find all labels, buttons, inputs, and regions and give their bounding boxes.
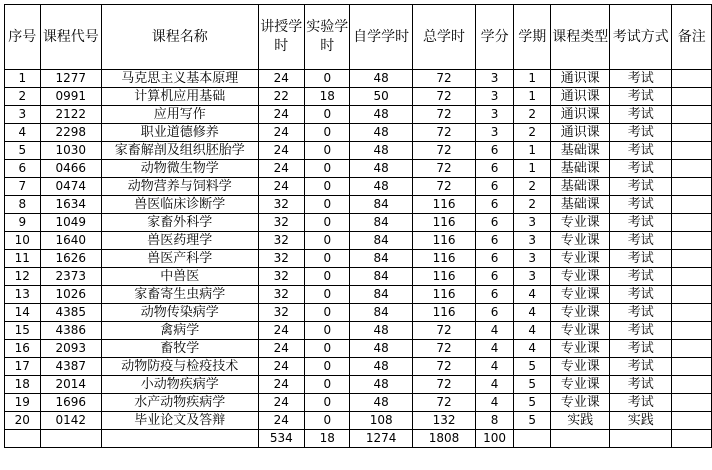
cell-name: 毕业论文及答辩: [102, 412, 258, 430]
cell-exam: 考试: [610, 340, 672, 358]
cell-total: 72: [412, 322, 475, 340]
header-row: [5, 5, 712, 70]
cell-self: 48: [350, 142, 412, 160]
cell-total: 72: [412, 70, 475, 88]
cell-type: 专业课: [551, 304, 610, 322]
cell-lab: 18: [305, 88, 350, 106]
table-row: [5, 142, 712, 160]
cell-lab: 0: [305, 178, 350, 196]
cell-name: 禽病学: [102, 322, 258, 340]
cell-exam: 考试: [610, 88, 672, 106]
cell-credit: 6: [476, 268, 514, 286]
cell-total: 132: [412, 412, 475, 430]
total-cell-name: [102, 430, 258, 448]
cell-code: 4386: [40, 322, 101, 340]
cell-lab: 0: [305, 286, 350, 304]
total-cell-code: [40, 430, 101, 448]
cell-note: [672, 286, 712, 304]
cell-credit: 3: [476, 88, 514, 106]
total-cell-lab: 18: [305, 430, 350, 448]
cell-self: 84: [350, 232, 412, 250]
cell-code: 1026: [40, 286, 101, 304]
total-cell-total: 1808: [412, 430, 475, 448]
cell-exam: 考试: [610, 358, 672, 376]
cell-self: 48: [350, 322, 412, 340]
cell-lab: 0: [305, 268, 350, 286]
cell-code: 1277: [40, 70, 101, 88]
cell-lab: 0: [305, 214, 350, 232]
cell-lab: 0: [305, 394, 350, 412]
cell-exam: 考试: [610, 322, 672, 340]
cell-lecture: 32: [258, 196, 305, 214]
cell-name: 小动物疾病学: [102, 376, 258, 394]
cell-no: 4: [5, 124, 41, 142]
column-header-term: 学期: [513, 5, 551, 70]
cell-no: 12: [5, 268, 41, 286]
cell-credit: 4: [476, 322, 514, 340]
cell-total: 116: [412, 214, 475, 232]
cell-exam: 考试: [610, 304, 672, 322]
cell-name: 水产动物疾病学: [102, 394, 258, 412]
cell-type: 专业课: [551, 322, 610, 340]
cell-name: 兽医临床诊断学: [102, 196, 258, 214]
cell-credit: 4: [476, 340, 514, 358]
cell-lecture: 32: [258, 232, 305, 250]
cell-no: 18: [5, 376, 41, 394]
cell-code: 1696: [40, 394, 101, 412]
cell-type: 实践: [551, 412, 610, 430]
cell-no: 17: [5, 358, 41, 376]
cell-type: 专业课: [551, 376, 610, 394]
cell-lecture: 24: [258, 376, 305, 394]
cell-total: 72: [412, 376, 475, 394]
cell-term: 5: [513, 376, 551, 394]
cell-note: [672, 358, 712, 376]
total-cell-credit: 100: [476, 430, 514, 448]
cell-self: 84: [350, 250, 412, 268]
cell-type: 通识课: [551, 106, 610, 124]
cell-code: 4385: [40, 304, 101, 322]
cell-name: 畜牧学: [102, 340, 258, 358]
cell-term: 5: [513, 358, 551, 376]
cell-exam: 考试: [610, 178, 672, 196]
table-row: [5, 106, 712, 124]
cell-self: 48: [350, 106, 412, 124]
total-cell-exam: [610, 430, 672, 448]
cell-lecture: 24: [258, 70, 305, 88]
cell-note: [672, 70, 712, 88]
cell-note: [672, 196, 712, 214]
cell-term: 1: [513, 88, 551, 106]
cell-term: 2: [513, 196, 551, 214]
cell-note: [672, 322, 712, 340]
cell-self: 50: [350, 88, 412, 106]
cell-name: 动物传染病学: [102, 304, 258, 322]
cell-exam: 考试: [610, 232, 672, 250]
cell-total: 72: [412, 124, 475, 142]
cell-credit: 3: [476, 106, 514, 124]
column-header-type: 课程类型: [551, 5, 610, 70]
cell-code: 1049: [40, 214, 101, 232]
cell-note: [672, 178, 712, 196]
cell-name: 马克思主义基本原理: [102, 70, 258, 88]
cell-note: [672, 412, 712, 430]
cell-no: 10: [5, 232, 41, 250]
cell-name: 应用写作: [102, 106, 258, 124]
cell-no: 2: [5, 88, 41, 106]
cell-no: 6: [5, 160, 41, 178]
cell-lab: 0: [305, 70, 350, 88]
column-header-lab: 实验学时: [305, 5, 350, 70]
cell-exam: 考试: [610, 106, 672, 124]
cell-no: 1: [5, 70, 41, 88]
cell-lab: 0: [305, 232, 350, 250]
course-table: [4, 4, 712, 448]
table-row: [5, 178, 712, 196]
table-row: [5, 304, 712, 322]
cell-lab: 0: [305, 358, 350, 376]
cell-total: 72: [412, 160, 475, 178]
cell-lecture: 24: [258, 394, 305, 412]
cell-type: 基础课: [551, 160, 610, 178]
cell-no: 3: [5, 106, 41, 124]
cell-lecture: 24: [258, 142, 305, 160]
cell-lab: 0: [305, 124, 350, 142]
cell-lab: 0: [305, 106, 350, 124]
cell-type: 专业课: [551, 214, 610, 232]
cell-term: 5: [513, 412, 551, 430]
cell-lab: 0: [305, 250, 350, 268]
cell-name: 家畜解剖及组织胚胎学: [102, 142, 258, 160]
cell-total: 116: [412, 250, 475, 268]
cell-note: [672, 250, 712, 268]
cell-name: 兽医产科学: [102, 250, 258, 268]
cell-no: 15: [5, 322, 41, 340]
cell-name: 家畜外科学: [102, 214, 258, 232]
cell-term: 3: [513, 232, 551, 250]
cell-credit: 4: [476, 376, 514, 394]
cell-self: 48: [350, 376, 412, 394]
cell-name: 兽医药理学: [102, 232, 258, 250]
total-cell-term: [513, 430, 551, 448]
cell-lecture: 24: [258, 160, 305, 178]
cell-credit: 4: [476, 394, 514, 412]
cell-no: 20: [5, 412, 41, 430]
cell-term: 1: [513, 160, 551, 178]
cell-name: 职业道德修养: [102, 124, 258, 142]
table-row: [5, 214, 712, 232]
cell-credit: 3: [476, 70, 514, 88]
cell-type: 基础课: [551, 142, 610, 160]
table-row: [5, 124, 712, 142]
cell-term: 4: [513, 322, 551, 340]
cell-credit: 6: [476, 160, 514, 178]
cell-credit: 6: [476, 142, 514, 160]
cell-credit: 6: [476, 196, 514, 214]
table-row: [5, 358, 712, 376]
cell-no: 19: [5, 394, 41, 412]
cell-exam: 考试: [610, 394, 672, 412]
cell-note: [672, 340, 712, 358]
cell-self: 84: [350, 268, 412, 286]
cell-lab: 0: [305, 412, 350, 430]
cell-lecture: 24: [258, 322, 305, 340]
cell-code: 0466: [40, 160, 101, 178]
table-row: [5, 196, 712, 214]
table-header: [5, 5, 712, 70]
cell-exam: 考试: [610, 286, 672, 304]
cell-no: 11: [5, 250, 41, 268]
column-header-name: 课程名称: [102, 5, 258, 70]
total-cell-type: [551, 430, 610, 448]
column-header-credit: 学分: [476, 5, 514, 70]
cell-total: 116: [412, 268, 475, 286]
cell-lecture: 24: [258, 340, 305, 358]
cell-credit: 6: [476, 232, 514, 250]
cell-type: 基础课: [551, 196, 610, 214]
cell-exam: 考试: [610, 376, 672, 394]
cell-total: 116: [412, 232, 475, 250]
cell-exam: 考试: [610, 124, 672, 142]
cell-total: 72: [412, 340, 475, 358]
cell-type: 基础课: [551, 178, 610, 196]
cell-credit: 6: [476, 250, 514, 268]
table-row: [5, 70, 712, 88]
column-header-self: 自学学时: [350, 5, 412, 70]
cell-type: 通识课: [551, 88, 610, 106]
cell-code: 1640: [40, 232, 101, 250]
cell-self: 84: [350, 304, 412, 322]
cell-type: 通识课: [551, 124, 610, 142]
cell-term: 4: [513, 286, 551, 304]
cell-total: 116: [412, 196, 475, 214]
cell-lab: 0: [305, 142, 350, 160]
column-header-exam: 考试方式: [610, 5, 672, 70]
cell-self: 84: [350, 286, 412, 304]
cell-no: 8: [5, 196, 41, 214]
cell-total: 72: [412, 106, 475, 124]
table-body: [5, 70, 712, 448]
cell-exam: 考试: [610, 268, 672, 286]
cell-code: 2093: [40, 340, 101, 358]
total-cell-note: [672, 430, 712, 448]
cell-lecture: 24: [258, 124, 305, 142]
cell-lecture: 24: [258, 358, 305, 376]
cell-code: 1030: [40, 142, 101, 160]
cell-term: 1: [513, 142, 551, 160]
cell-type: 专业课: [551, 340, 610, 358]
cell-self: 48: [350, 124, 412, 142]
cell-name: 家畜寄生虫病学: [102, 286, 258, 304]
cell-term: 1: [513, 70, 551, 88]
cell-code: 0991: [40, 88, 101, 106]
cell-name: 动物微生物学: [102, 160, 258, 178]
cell-type: 专业课: [551, 286, 610, 304]
cell-exam: 考试: [610, 250, 672, 268]
cell-total: 72: [412, 178, 475, 196]
cell-exam: 考试: [610, 70, 672, 88]
cell-code: 0474: [40, 178, 101, 196]
table-row: [5, 160, 712, 178]
cell-lab: 0: [305, 160, 350, 178]
cell-type: 专业课: [551, 358, 610, 376]
cell-self: 48: [350, 70, 412, 88]
cell-self: 48: [350, 358, 412, 376]
cell-name: 中兽医: [102, 268, 258, 286]
cell-credit: 4: [476, 358, 514, 376]
cell-term: 4: [513, 304, 551, 322]
cell-self: 48: [350, 160, 412, 178]
cell-credit: 6: [476, 304, 514, 322]
cell-credit: 3: [476, 124, 514, 142]
cell-term: 2: [513, 124, 551, 142]
cell-lecture: 24: [258, 106, 305, 124]
cell-self: 48: [350, 394, 412, 412]
cell-lecture: 32: [258, 304, 305, 322]
cell-total: 72: [412, 88, 475, 106]
cell-lecture: 32: [258, 214, 305, 232]
cell-no: 7: [5, 178, 41, 196]
cell-code: 2014: [40, 376, 101, 394]
cell-type: 专业课: [551, 232, 610, 250]
column-header-note: 备注: [672, 5, 712, 70]
cell-no: 14: [5, 304, 41, 322]
cell-lab: 0: [305, 340, 350, 358]
cell-type: 专业课: [551, 394, 610, 412]
cell-total: 72: [412, 142, 475, 160]
cell-no: 5: [5, 142, 41, 160]
cell-code: 2122: [40, 106, 101, 124]
cell-term: 3: [513, 268, 551, 286]
cell-credit: 6: [476, 214, 514, 232]
cell-lecture: 32: [258, 250, 305, 268]
total-cell-lecture: 534: [258, 430, 305, 448]
cell-term: 2: [513, 106, 551, 124]
table-row: [5, 250, 712, 268]
cell-code: 2373: [40, 268, 101, 286]
table-row: [5, 232, 712, 250]
cell-name: 计算机应用基础: [102, 88, 258, 106]
cell-note: [672, 232, 712, 250]
cell-lab: 0: [305, 376, 350, 394]
column-header-total: 总学时: [412, 5, 475, 70]
cell-total: 116: [412, 286, 475, 304]
cell-type: 专业课: [551, 250, 610, 268]
cell-term: 4: [513, 340, 551, 358]
cell-lab: 0: [305, 196, 350, 214]
cell-exam: 实践: [610, 412, 672, 430]
cell-total: 72: [412, 394, 475, 412]
cell-term: 2: [513, 178, 551, 196]
cell-lecture: 32: [258, 286, 305, 304]
column-header-lecture: 讲授学时: [258, 5, 305, 70]
totals-row: [5, 430, 712, 448]
cell-code: 4387: [40, 358, 101, 376]
cell-note: [672, 268, 712, 286]
cell-note: [672, 88, 712, 106]
cell-lab: 0: [305, 322, 350, 340]
cell-exam: 考试: [610, 142, 672, 160]
cell-total: 72: [412, 358, 475, 376]
table-row: [5, 340, 712, 358]
cell-no: 16: [5, 340, 41, 358]
cell-total: 116: [412, 304, 475, 322]
table-row: [5, 376, 712, 394]
cell-name: 动物防疫与检疫技术: [102, 358, 258, 376]
cell-note: [672, 124, 712, 142]
table-row: [5, 322, 712, 340]
table-row: [5, 412, 712, 430]
cell-note: [672, 376, 712, 394]
cell-note: [672, 142, 712, 160]
cell-lecture: 32: [258, 268, 305, 286]
cell-credit: 6: [476, 286, 514, 304]
cell-term: 3: [513, 214, 551, 232]
cell-lecture: 24: [258, 178, 305, 196]
cell-note: [672, 214, 712, 232]
table-row: [5, 268, 712, 286]
cell-note: [672, 106, 712, 124]
cell-self: 108: [350, 412, 412, 430]
cell-self: 48: [350, 178, 412, 196]
cell-lecture: 24: [258, 412, 305, 430]
column-header-code: 课程代号: [40, 5, 101, 70]
cell-self: 84: [350, 214, 412, 232]
cell-self: 48: [350, 340, 412, 358]
cell-self: 84: [350, 196, 412, 214]
cell-exam: 考试: [610, 196, 672, 214]
cell-exam: 考试: [610, 214, 672, 232]
cell-note: [672, 304, 712, 322]
cell-credit: 8: [476, 412, 514, 430]
total-cell-no: [5, 430, 41, 448]
cell-type: 专业课: [551, 268, 610, 286]
cell-lecture: 22: [258, 88, 305, 106]
cell-term: 5: [513, 394, 551, 412]
column-header-no: 序号: [5, 5, 41, 70]
cell-name: 动物营养与饲料学: [102, 178, 258, 196]
cell-note: [672, 394, 712, 412]
table-row: [5, 394, 712, 412]
cell-no: 9: [5, 214, 41, 232]
cell-code: 2298: [40, 124, 101, 142]
cell-code: 1634: [40, 196, 101, 214]
cell-no: 13: [5, 286, 41, 304]
cell-code: 1626: [40, 250, 101, 268]
table-row: [5, 88, 712, 106]
total-cell-self: 1274: [350, 430, 412, 448]
cell-code: 0142: [40, 412, 101, 430]
cell-term: 3: [513, 250, 551, 268]
cell-lab: 0: [305, 304, 350, 322]
cell-type: 通识课: [551, 70, 610, 88]
cell-credit: 6: [476, 178, 514, 196]
cell-note: [672, 160, 712, 178]
cell-exam: 考试: [610, 160, 672, 178]
table-row: [5, 286, 712, 304]
